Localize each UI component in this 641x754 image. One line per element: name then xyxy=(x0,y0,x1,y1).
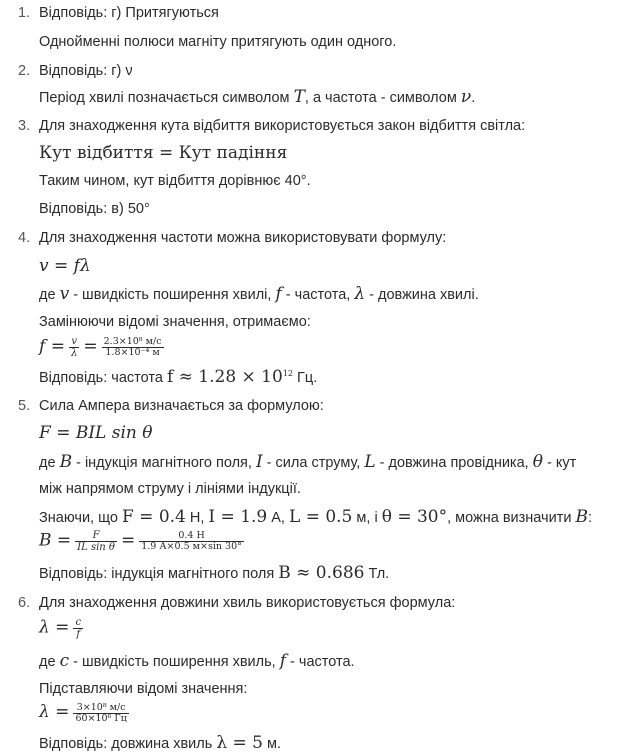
fraction: $\frac{v}{\lambda}$ xyxy=(70,336,78,359)
item-number: 4. xyxy=(18,230,31,246)
fraction: $\frac{F}{\text{IL sin θ}}$ xyxy=(77,530,115,553)
where-text: де B - індукція магнітного поля, I - сила струму, L - довжина провідника, θ - кут xyxy=(39,452,577,472)
math-symbol: ν xyxy=(460,87,472,107)
math-symbol: T xyxy=(293,87,305,107)
item-number: 5. xyxy=(18,398,31,414)
item-number: 3. xyxy=(18,118,31,134)
answer-text: Відповідь: в) 50° xyxy=(39,201,150,217)
formula: F = BIL sin θ xyxy=(39,423,153,443)
where-text: де c - швидкість поширення хвиль, f - частота. xyxy=(39,651,355,671)
subst-text: Підставляючи відомі значення: xyxy=(39,681,248,697)
calculation: λ = $\frac{\text{3×10⁸ м/с}}{\text{60×10⁶ Гц}}$ xyxy=(39,701,127,724)
fraction: $\frac{\text{2.3×10⁸ м/с}}{\text{1.8×10⁻⁴ м}}$ xyxy=(103,336,162,358)
formula: Кут відбиття = Кут падіння xyxy=(39,143,288,163)
item-number: 2. xyxy=(18,63,31,79)
calculation: f = $\frac{v}{\lambda}$ = $\frac{\text{2.3×10⁸ м/с}}{\text{1.8×10⁻⁴ м}}$ xyxy=(39,336,162,359)
intro-text: Для знаходження кута відбиття використовується закон відбиття світла: xyxy=(39,118,526,134)
intro-text: Сила Ампера визначається за формулою: xyxy=(39,398,324,414)
answer-text: Відповідь: довжина хвиль λ = 5 м. xyxy=(39,733,282,753)
subst-text: Замінюючи відомі значення, отримаємо: xyxy=(39,314,311,330)
formula: λ = $\frac{c}{f}$ xyxy=(39,617,82,640)
answer-text: Відповідь: г) Притягуються xyxy=(39,5,219,21)
calculation: B = $\frac{F}{\text{IL sin θ}}$ = $\frac{0.4 Н}{1.9 А\times 0.5 м\times\sin 30^\circ}$ xyxy=(39,530,242,553)
formula: v = fλ xyxy=(39,256,91,276)
where-text-continued: між напрямом струму і лініями індукції. xyxy=(39,481,301,497)
fraction: $\frac{c}{f}$ xyxy=(75,617,82,640)
answer-text: Відповідь: індукція магнітного поля B ≈ 0.686 Тл. xyxy=(39,563,390,583)
intro-text: Для знаходження довжини хвиль використовується формула: xyxy=(39,595,456,611)
explanation-text: Таким чином, кут відбиття дорівнює 40°. xyxy=(39,173,311,189)
intro-text: Для знаходження частоти можна використовувати формулу: xyxy=(39,230,447,246)
answer-text: Відповідь: г) ν xyxy=(39,63,133,79)
item-number: 1. xyxy=(18,5,31,21)
fraction: $\frac{\text{3×10⁸ м/с}}{\text{60×10⁶ Гц}}$ xyxy=(75,701,127,724)
known-values-text: Знаючи, що F = 0.4 Н, I = 1.9 А, L = 0.5 м, і θ = 30°, можна визначити B: xyxy=(39,507,593,527)
explanation-text: Період хвилі позначається символом T, а частота - символом ν. xyxy=(39,87,476,107)
item-number: 6. xyxy=(18,595,31,611)
where-text: де v - швидкість поширення хвилі, f - частота, λ - довжина хвилі. xyxy=(39,284,479,304)
explanation-text: Однойменні полюси магніту притягують один одного. xyxy=(39,34,397,50)
answer-text: Відповідь: частота $f \approx 1.28 \times 10^{12}$ Гц. xyxy=(39,367,318,387)
fraction: $\frac{0.4 Н}{1.9 А\times 0.5 м\times\sin 30^\circ}$ xyxy=(141,530,242,552)
